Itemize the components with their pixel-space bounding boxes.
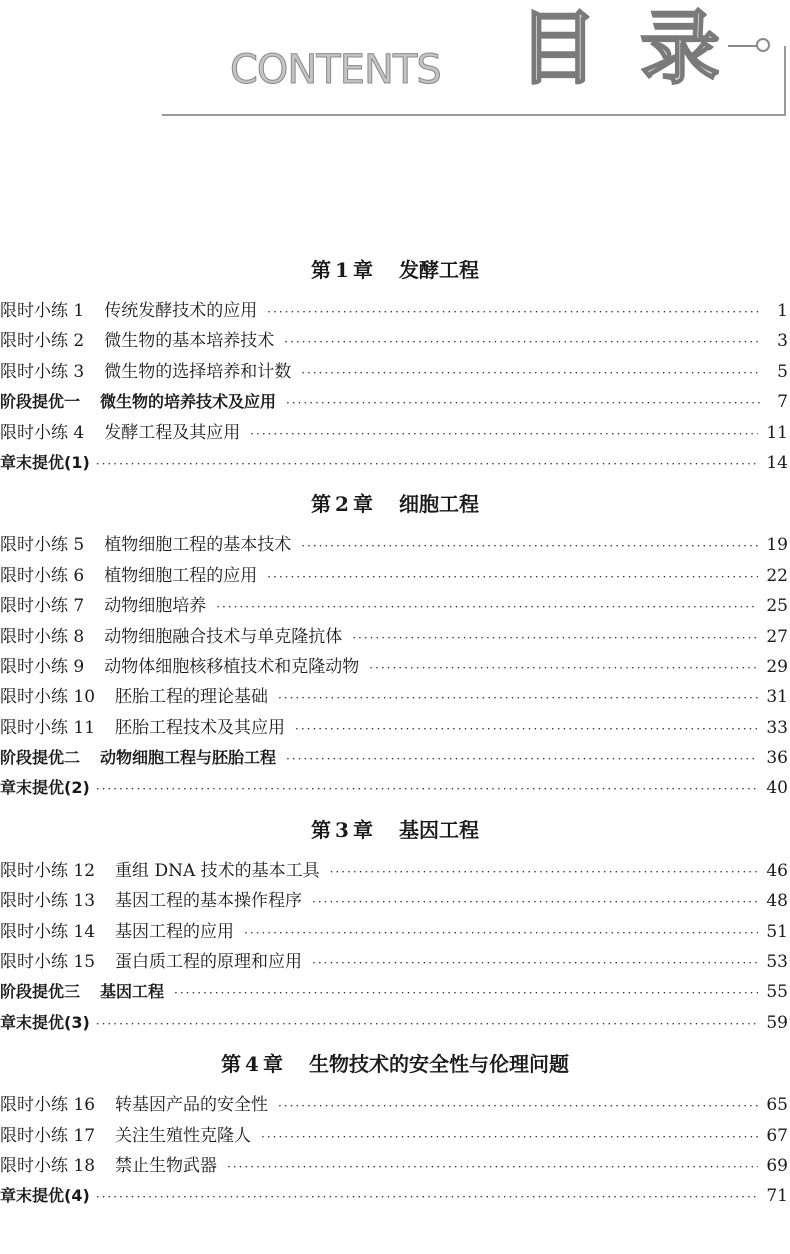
chapter-title	[0, 250, 790, 290]
dot-leader	[267, 562, 758, 592]
mulu-heading-char-1: 目	[518, 2, 598, 95]
ring-icon	[756, 38, 770, 52]
toc-entry[interactable]	[0, 1008, 790, 1038]
chapter-section	[0, 1044, 790, 1212]
toc-entry-label: 限时小练 11	[0, 717, 96, 738]
toc-entry[interactable]	[0, 591, 790, 621]
toc-entry-label: 阶段提优三	[0, 982, 81, 1002]
toc-entry-page-number: 5	[777, 361, 788, 382]
toc-entry-title: 微生物的选择培养和计数	[104, 361, 292, 382]
dot-leader	[286, 744, 758, 774]
dot-leader	[295, 714, 758, 744]
toc-entry-page-number: 48	[766, 891, 788, 912]
toc-entry-page-number: 40	[766, 778, 788, 799]
toc-entry-label: 限时小练 17	[0, 1125, 96, 1146]
toc-entry-title: 动物细胞工程与胚胎工程	[100, 748, 277, 768]
toc-entry-label: 章末提优(3)	[0, 1012, 90, 1032]
toc-entry-label: 限时小练 6	[0, 565, 85, 586]
toc-entry[interactable]	[0, 856, 790, 886]
toc-entry-label: 限时小练 16	[0, 1095, 96, 1116]
chapter-name: 细胞工程	[398, 492, 479, 517]
toc-entry-page-number: 55	[766, 982, 788, 1003]
dot-leader	[96, 774, 759, 804]
dot-leader	[312, 887, 758, 917]
toc-entry[interactable]	[0, 886, 790, 916]
toc-entry-label: 限时小练 7	[0, 596, 85, 617]
toc-entry-page-number: 3	[777, 331, 788, 352]
chapter-number: 4	[245, 1052, 259, 1077]
chapter-name: 生物技术的安全性与伦理问题	[308, 1052, 569, 1077]
contents-header	[0, 0, 790, 130]
header-rule-horizontal	[162, 114, 786, 116]
toc-entry-title: 禁止生物武器	[115, 1155, 218, 1176]
chapter-title	[0, 810, 790, 850]
chapter-prefix: 第	[221, 1052, 242, 1077]
toc-entry-page-number: 25	[766, 596, 788, 617]
toc-entry-title: 基因工程的基本操作程序	[115, 891, 303, 912]
mulu-heading-char-2: 录	[640, 2, 720, 95]
toc-entry-label: 限时小练 10	[0, 687, 96, 708]
toc-entry-title: 动物体细胞核移植技术和克隆动物	[104, 656, 360, 677]
dot-leader	[301, 531, 758, 561]
toc-entry-page-number: 11	[766, 422, 788, 443]
toc-entry[interactable]	[0, 418, 790, 448]
dot-leader	[278, 683, 758, 713]
chapter-title	[0, 1044, 790, 1084]
toc-entry-label: 阶段提优一	[0, 392, 81, 412]
toc-entry[interactable]	[0, 1151, 790, 1181]
toc-entry-page-number: 33	[766, 717, 788, 738]
toc-entry-title: 动物细胞融合技术与单克隆抗体	[104, 626, 343, 647]
table-of-contents	[0, 250, 790, 1212]
toc-entry-title: 胚胎工程技术及其应用	[115, 717, 286, 738]
header-rule-vertical	[784, 46, 786, 114]
toc-entry-title: 蛋白质工程的原理和应用	[115, 952, 303, 973]
toc-entry-title: 转基因产品的安全性	[115, 1095, 269, 1116]
toc-entry[interactable]	[0, 357, 790, 387]
dot-leader	[278, 1091, 758, 1121]
toc-entry-page-number: 46	[766, 860, 788, 881]
toc-entry-page-number: 71	[766, 1186, 788, 1207]
toc-entry[interactable]	[0, 947, 790, 977]
toc-entry[interactable]	[0, 773, 790, 803]
toc-entry-title: 微生物的培养技术及应用	[100, 392, 277, 412]
toc-entry-title: 胚胎工程的理论基础	[115, 687, 269, 708]
toc-entry[interactable]	[0, 917, 790, 947]
toc-entry-title: 微生物的基本培养技术	[104, 331, 275, 352]
chapter-name: 发酵工程	[398, 258, 479, 282]
chapter-prefix: 第	[311, 258, 332, 282]
dot-leader	[312, 948, 758, 978]
toc-entry-page-number: 19	[766, 535, 788, 556]
toc-entry[interactable]	[0, 448, 790, 478]
chapter-number: 2	[335, 492, 349, 517]
toc-entry-page-number: 51	[766, 921, 788, 942]
chapter-number: 1	[335, 258, 349, 282]
toc-entry-page-number: 65	[766, 1095, 788, 1116]
toc-entry-page-number: 22	[766, 565, 788, 586]
dot-leader	[286, 388, 760, 418]
toc-entry-title: 植物细胞工程的基本技术	[104, 535, 292, 556]
chapter-number: 3	[335, 817, 349, 842]
dot-leader	[227, 1152, 758, 1182]
dot-leader	[267, 297, 760, 327]
toc-entry[interactable]	[0, 326, 790, 356]
toc-entry-label: 限时小练 14	[0, 921, 96, 942]
toc-entry-label: 限时小练 3	[0, 361, 85, 382]
chapter-title	[0, 484, 790, 524]
chapter-prefix: 第	[311, 492, 332, 517]
ring-connector-line	[728, 45, 758, 47]
toc-entry-label: 限时小练 5	[0, 535, 85, 556]
toc-entry-title: 植物细胞工程的应用	[104, 565, 258, 586]
toc-entry-page-number: 53	[766, 952, 788, 973]
toc-entry-title: 动物细胞培养	[104, 596, 207, 617]
toc-entry-label: 章末提优(4)	[0, 1186, 90, 1206]
toc-entry[interactable]	[0, 296, 790, 326]
dot-leader	[174, 978, 758, 1008]
dot-leader	[244, 918, 758, 948]
toc-entry[interactable]	[0, 977, 790, 1007]
toc-entry-label: 限时小练 1	[0, 301, 85, 321]
toc-entry-page-number: 31	[766, 687, 788, 708]
toc-entry-label: 限时小练 12	[0, 860, 96, 881]
toc-entry-label: 限时小练 8	[0, 626, 85, 647]
chapter-suffix: 章	[262, 1052, 283, 1077]
toc-entry-title: 发酵工程及其应用	[104, 422, 241, 443]
dot-leader	[216, 592, 758, 622]
chapter-suffix: 章	[352, 492, 373, 517]
chapter-name: 基因工程	[398, 817, 479, 842]
dot-leader	[330, 857, 759, 887]
toc-entry[interactable]	[0, 682, 790, 712]
toc-entry[interactable]	[0, 622, 790, 652]
toc-entry-label: 限时小练 18	[0, 1155, 96, 1176]
toc-entry[interactable]	[0, 1121, 790, 1151]
toc-entry-page-number: 67	[766, 1125, 788, 1146]
toc-entry-label: 阶段提优二	[0, 748, 81, 768]
toc-entry-title: 关注生殖性克隆人	[115, 1125, 252, 1146]
dot-leader	[284, 327, 760, 357]
contents-heading: CONTENTS	[230, 47, 441, 93]
dot-leader	[369, 653, 758, 683]
dot-leader	[96, 1009, 759, 1039]
toc-entry-page-number: 59	[766, 1012, 788, 1033]
chapter-prefix: 第	[311, 817, 332, 842]
toc-entry-label: 章末提优(2)	[0, 778, 90, 798]
toc-entry[interactable]	[0, 387, 790, 417]
dot-leader	[261, 1122, 758, 1152]
toc-entry-label: 限时小练 2	[0, 331, 85, 352]
toc-entry[interactable]	[0, 743, 790, 773]
toc-entry-page-number: 36	[766, 748, 788, 769]
toc-entry-label: 限时小练 4	[0, 422, 85, 443]
toc-entry-label: 限时小练 9	[0, 656, 85, 677]
chapter-section	[0, 484, 790, 804]
toc-entry-title: 基因工程的应用	[115, 921, 235, 942]
toc-entry-label: 章末提优(1)	[0, 452, 90, 472]
toc-entry-label: 限时小练 15	[0, 952, 96, 973]
toc-entry-page-number: 69	[766, 1155, 788, 1176]
dot-leader	[96, 449, 759, 479]
dot-leader	[301, 358, 760, 388]
toc-entry-label: 限时小练 13	[0, 891, 96, 912]
chapter-section	[0, 250, 790, 478]
toc-entry[interactable]	[0, 652, 790, 682]
toc-entry[interactable]	[0, 713, 790, 743]
toc-entry[interactable]	[0, 530, 790, 560]
toc-entry-page-number: 14	[766, 452, 788, 473]
toc-entry-page-number: 7	[777, 392, 788, 413]
toc-entry-page-number: 27	[766, 626, 788, 647]
dot-leader	[250, 419, 758, 449]
toc-entry-title: 传统发酵技术的应用	[104, 301, 258, 321]
toc-entry[interactable]	[0, 561, 790, 591]
toc-entry-title: 基因工程	[100, 982, 165, 1002]
chapter-suffix: 章	[352, 258, 373, 282]
toc-entry-title: 重组 DNA 技术的基本工具	[115, 860, 320, 881]
toc-entry-page-number: 29	[766, 656, 788, 677]
dot-leader	[352, 623, 758, 653]
toc-entry[interactable]	[0, 1181, 790, 1211]
chapter-suffix: 章	[352, 817, 373, 842]
dot-leader	[96, 1182, 759, 1212]
toc-entry[interactable]	[0, 1090, 790, 1120]
toc-entry-page-number: 1	[777, 301, 788, 321]
chapter-section	[0, 810, 790, 1038]
